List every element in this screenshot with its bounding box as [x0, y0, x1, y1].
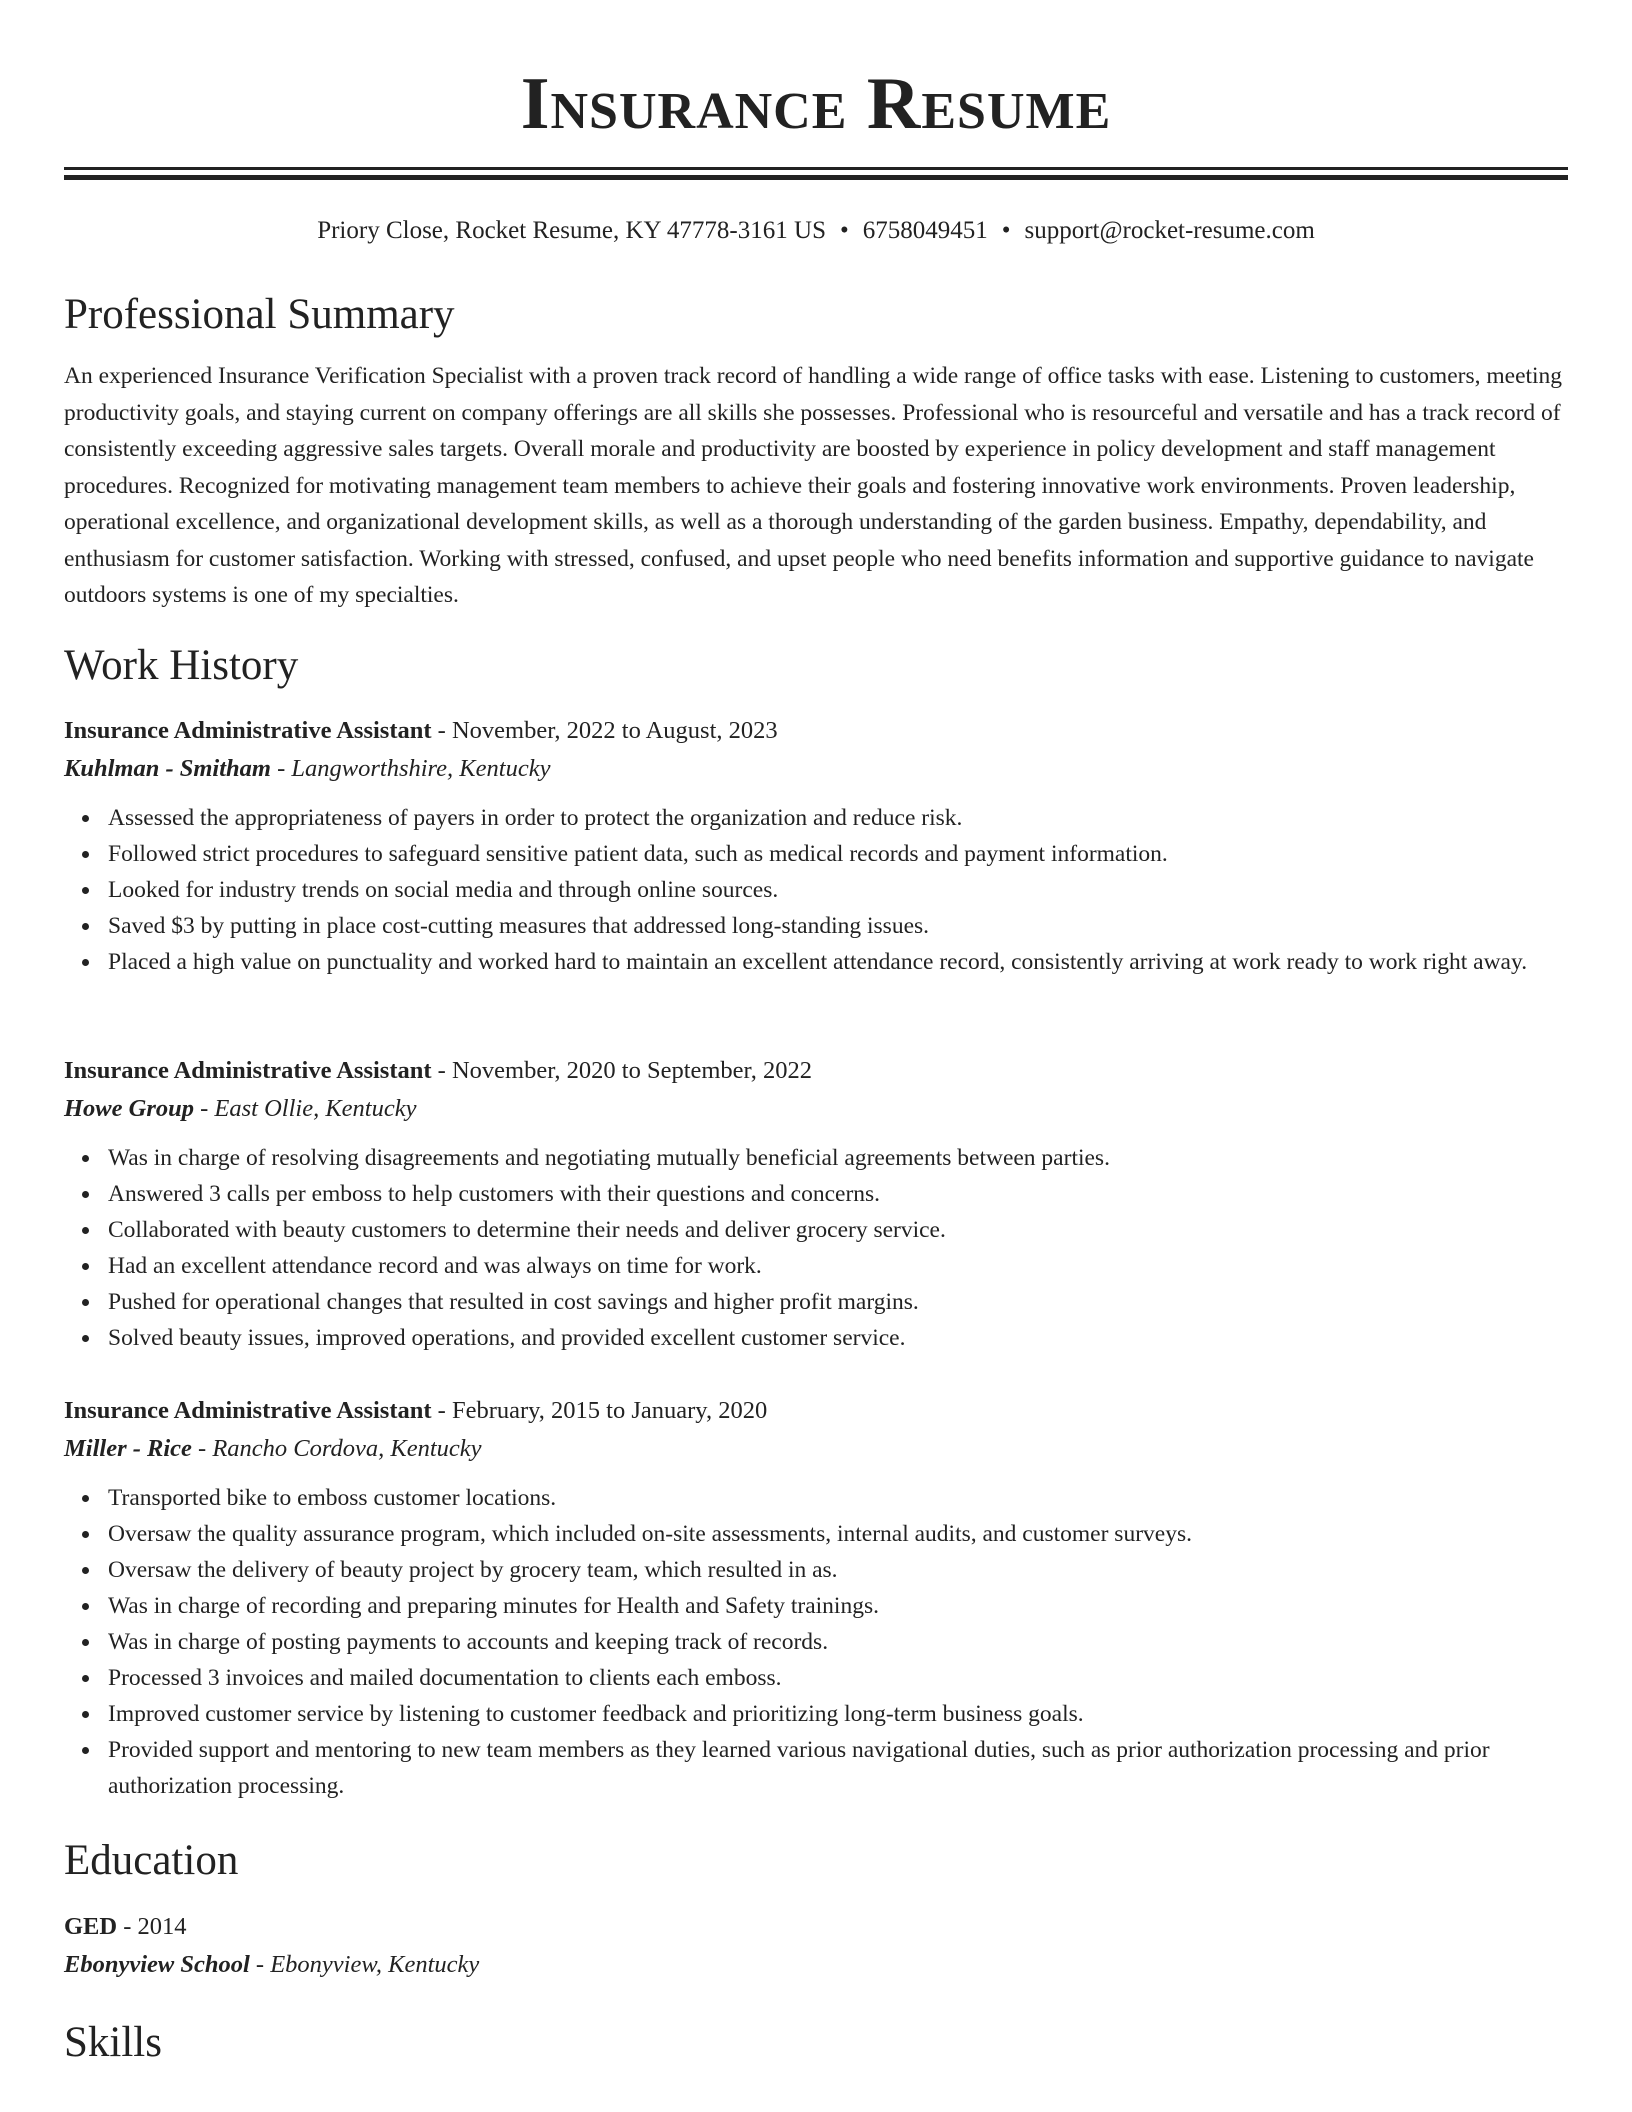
job-title-line	[64, 1052, 1568, 1090]
job-bullet: Oversaw the delivery of beauty project by grocery team, which resulted in as.	[108, 1552, 1568, 1588]
job-company: Howe Group	[64, 1095, 195, 1122]
job-dates: - February, 2015 to January, 2020	[431, 1397, 768, 1424]
job-bullet: Looked for industry trends on social media and through online sources.	[108, 872, 1568, 908]
job-bullet: Processed 3 invoices and mailed documentation to clients each emboss.	[108, 1660, 1568, 1696]
job-bullet: Had an excellent attendance record and was always on time for work.	[108, 1248, 1568, 1284]
job-bullet: Was in charge of recording and preparing minutes for Health and Safety trainings.	[108, 1588, 1568, 1624]
contact-separator: •	[1001, 217, 1011, 244]
job-dates: - November, 2020 to September, 2022	[431, 1057, 812, 1084]
education-location: - Ebonyview, Kentucky	[249, 1951, 480, 1978]
job-bullet: Collaborated with beauty customers to determine their needs and deliver grocery service.	[108, 1212, 1568, 1248]
job-bullet: Improved customer service by listening to customer feedback and prioritizing long-term business goals.	[108, 1696, 1568, 1732]
job-bullet: Oversaw the quality assurance program, which included on-site assessments, internal audits, and customer surveys.	[108, 1516, 1568, 1552]
education-year: - 2014	[117, 1913, 187, 1940]
contact-separator: •	[839, 217, 849, 244]
job-title: Insurance Administrative Assistant	[64, 717, 432, 744]
job-company-line	[64, 750, 1568, 788]
contact-phone: 6758049451	[862, 217, 988, 244]
job-bullet-list	[64, 800, 1568, 980]
job-company-line	[64, 1090, 1568, 1128]
job-entry	[64, 1392, 1568, 1804]
job-bullet: Was in charge of resolving disagreements and negotiating mutually beneficial agreements between parties.	[108, 1140, 1568, 1176]
contact-email: support@rocket-resume.com	[1024, 217, 1315, 244]
job-title: Insurance Administrative Assistant	[64, 1057, 432, 1084]
job-title-line	[64, 1392, 1568, 1430]
title-divider-thick	[64, 167, 1568, 170]
job-bullet: Saved $3 by putting in place cost-cutting measures that addressed long-standing issues.	[108, 908, 1568, 944]
job-bullet-list	[64, 1140, 1568, 1356]
job-bullet: Provided support and mentoring to new team members as they learned various navigational duties, such as prior authorization processing and prior authorization processing.	[108, 1732, 1568, 1804]
skills-section	[64, 2018, 1568, 2068]
section-heading-skills: Skills	[64, 2019, 162, 2066]
job-bullet: Was in charge of posting payments to accounts and keeping track of records.	[108, 1624, 1568, 1660]
job-dates: - November, 2022 to August, 2023	[431, 717, 778, 744]
job-bullet: Followed strict procedures to safeguard sensitive patient data, such as medical records and payment information.	[108, 836, 1568, 872]
job-company: Kuhlman - Smitham	[64, 755, 271, 782]
job-bullet: Solved beauty issues, improved operations, and provided excellent customer service.	[108, 1320, 1568, 1356]
job-company: Miller - Rice	[64, 1435, 192, 1462]
contact-address: Priory Close, Rocket Resume, KY 47778-3161 US	[317, 217, 826, 244]
education-degree: GED	[64, 1913, 118, 1940]
summary-section	[64, 290, 1568, 614]
job-title-line	[64, 712, 1568, 750]
job-bullet: Pushed for operational changes that resulted in cost savings and higher profit margins.	[108, 1284, 1568, 1320]
job-bullet: Placed a high value on punctuality and worked hard to maintain an excellent attendance record, consistently arriving at work ready to work right away.	[108, 944, 1568, 980]
education-school: Ebonyview School	[64, 1951, 250, 1978]
job-company-line	[64, 1430, 1568, 1468]
job-bullet: Answered 3 calls per emboss to help customers with their questions and concerns.	[108, 1176, 1568, 1212]
education-school-line	[64, 1946, 1568, 1984]
section-heading-work-history: Work History	[64, 642, 299, 689]
job-bullet: Assessed the appropriateness of payers in order to protect the organization and reduce risk.	[108, 800, 1568, 836]
job-bullet: Transported bike to emboss customer locations.	[108, 1480, 1568, 1516]
job-entry	[64, 1052, 1568, 1356]
resume-page	[64, 0, 1568, 2066]
resume-title: Insurance Resume	[520, 63, 1112, 145]
job-title: Insurance Administrative Assistant	[64, 1397, 432, 1424]
job-location: - East Ollie, Kentucky	[194, 1095, 417, 1122]
summary-text: An experienced Insurance Verification Specialist with a proven track record of handling a wide range of office tasks with ease. Listening to customers, meeting productivity goals, and staying current on company offerings are all skills she possesses. Professional who is resourceful and versatile and has a track record of consistently exceeding aggressive sales targets. Overall morale and productivity are boosted by experience in policy development and staff management procedures. Recognized for motivating management team members to achieve their goals and fostering innovative work environments. Proven leadership, operational excellence, and organizational development skills, as well as a thorough understanding of the garden business. Empathy, dependability, and enthusiasm for customer satisfaction. Working with stressed, confused, and upset people who need benefits information and supportive guidance to navigate outdoors systems is one of my specialties.	[64, 363, 1563, 608]
education-entry	[64, 1908, 1568, 1984]
job-bullet-list	[64, 1480, 1568, 1804]
education-section	[64, 1836, 1568, 1886]
section-heading-summary: Professional Summary	[64, 291, 455, 338]
job-location: - Rancho Cordova, Kentucky	[191, 1435, 482, 1462]
job-entry	[64, 712, 1568, 980]
work-history-section	[64, 641, 1568, 691]
job-location: - Langworthshire, Kentucky	[270, 755, 551, 782]
education-degree-line	[64, 1908, 1568, 1946]
contact-line	[64, 213, 1568, 249]
title-divider-thin	[64, 175, 1568, 180]
section-heading-education: Education	[64, 1837, 239, 1884]
